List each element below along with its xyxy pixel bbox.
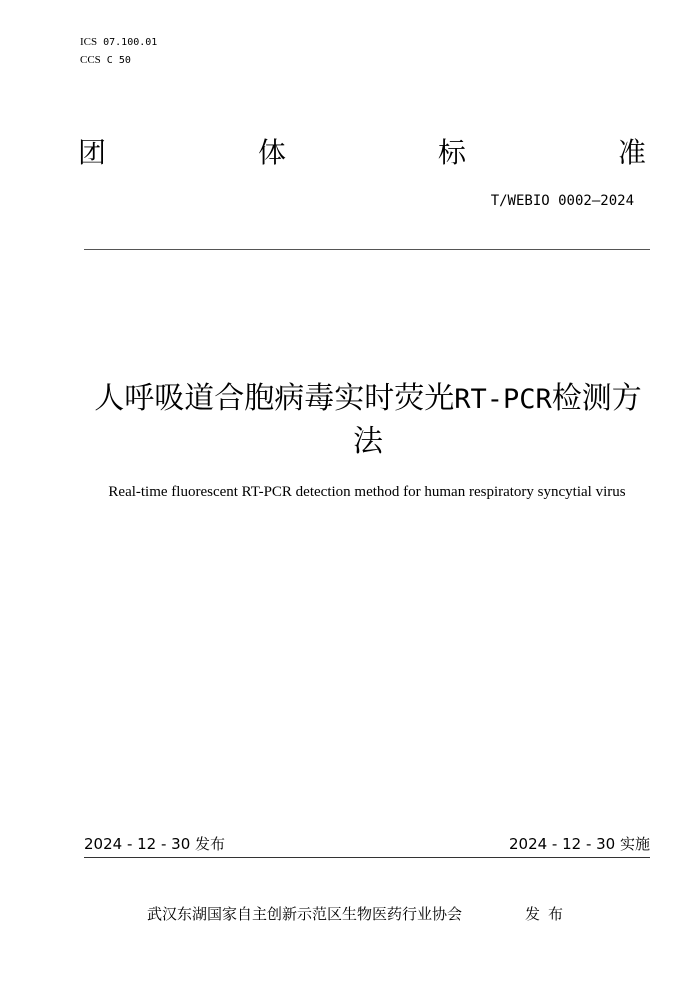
standard-type-heading [78,135,646,171]
issuer-action: 发布 [525,905,572,923]
title-chinese-part1: 人呼吸道合胞病毒实时荧光 [94,381,455,416]
header-divider [84,249,650,250]
standard-type-char-2: 体 [257,136,286,169]
ccs-code [80,53,131,68]
title-english: Real-time fluorescent RT-PCR detection method for human respiratory syncytial virus [108,484,626,500]
standard-type-char-4: 准 [617,136,646,169]
footer-divider [84,857,650,858]
ccs-label: CCS [80,54,101,66]
standard-type-char-3: 标 [437,136,466,169]
ccs-value: C 50 [106,55,131,66]
issuer-name: 武汉东湖国家自主创新示范区生物医药行业协会 [147,905,463,923]
ics-value: 07.100.01 [103,37,158,48]
standard-code: T/WEBIO 0002—2024 [490,193,634,209]
implement-date: 2024 - 12 - 30 实施 [508,835,650,853]
ics-code [80,35,157,50]
title-chinese-method: RT-PCR [454,384,552,415]
standard-type-char-1: 团 [78,136,107,169]
publish-date: 2024 - 12 - 30 发布 [84,835,226,853]
title-chinese [80,378,656,463]
ics-label: ICS [80,36,98,48]
title-chinese-part2: 检测方法 [353,381,642,459]
